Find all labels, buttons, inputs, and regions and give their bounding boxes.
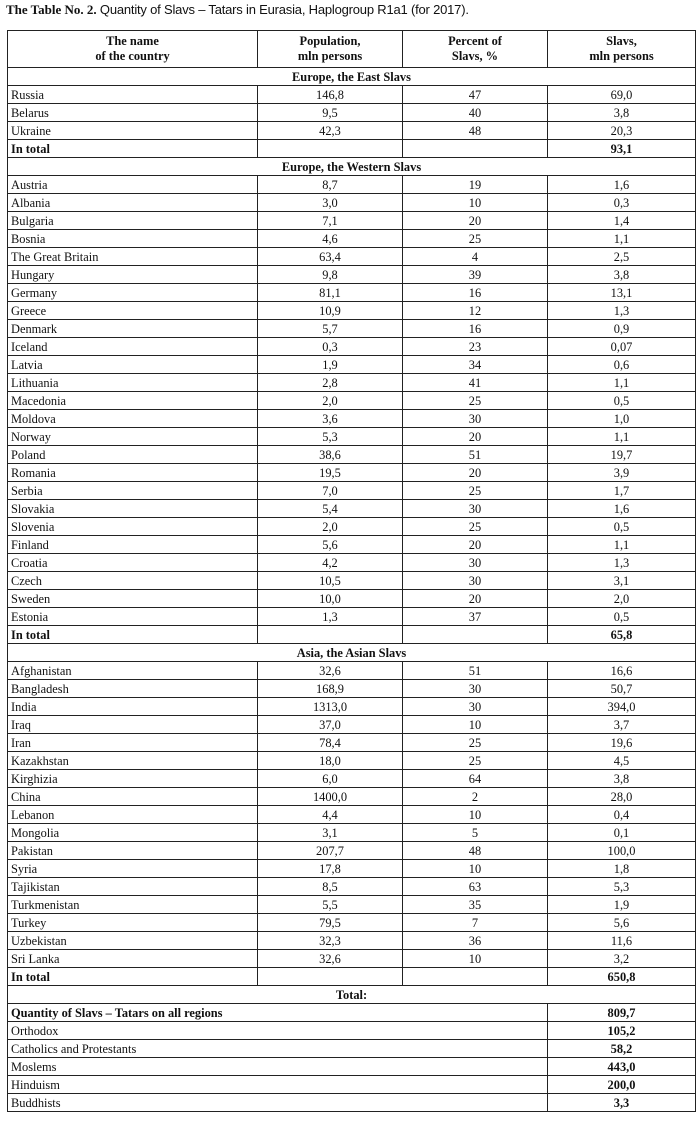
slavs-cell: 5,3 (548, 878, 696, 896)
religion-label: Moslems (8, 1058, 548, 1076)
table-row (8, 716, 696, 734)
header-country: The name of the country (8, 31, 258, 68)
slavs-cell: 69,0 (548, 86, 696, 104)
table-row (8, 554, 696, 572)
section-total-row (8, 968, 696, 986)
percent-cell: 48 (403, 842, 548, 860)
population-cell: 63,4 (258, 248, 403, 266)
population-cell: 3,6 (258, 410, 403, 428)
table-caption (6, 2, 469, 18)
header-population: Population, mln persons (258, 31, 403, 68)
country-cell: Finland (8, 536, 258, 554)
percent-cell: 30 (403, 500, 548, 518)
empty-cell (258, 626, 403, 644)
population-cell: 6,0 (258, 770, 403, 788)
percent-cell: 51 (403, 662, 548, 680)
percent-cell: 30 (403, 554, 548, 572)
religion-label: Orthodox (8, 1022, 548, 1040)
section-header-row (8, 644, 696, 662)
percent-cell: 34 (403, 356, 548, 374)
religion-value: 58,2 (548, 1040, 696, 1058)
section-total-row (8, 140, 696, 158)
percent-cell: 25 (403, 230, 548, 248)
slavs-cell: 1,8 (548, 860, 696, 878)
country-cell: Sri Lanka (8, 950, 258, 968)
table-row (8, 608, 696, 626)
slavs-cell: 1,7 (548, 482, 696, 500)
table-row (8, 176, 696, 194)
percent-cell: 16 (403, 320, 548, 338)
slavs-cell: 1,1 (548, 230, 696, 248)
caption-title: Quantity of Slavs – Tatars in Eurasia, Haplogroup R1a1 (for 2017). (99, 2, 469, 17)
country-cell: Turkmenistan (8, 896, 258, 914)
percent-cell: 64 (403, 770, 548, 788)
percent-cell: 10 (403, 860, 548, 878)
population-cell: 32,6 (258, 950, 403, 968)
slavs-cell: 2,5 (548, 248, 696, 266)
slavs-cell: 1,6 (548, 176, 696, 194)
population-cell: 2,0 (258, 518, 403, 536)
total-label: In total (8, 140, 258, 158)
table-row (8, 428, 696, 446)
population-cell: 32,3 (258, 932, 403, 950)
table-row (8, 356, 696, 374)
grand-total-header-row (8, 986, 696, 1004)
country-cell: Afghanistan (8, 662, 258, 680)
total-label: In total (8, 968, 258, 986)
population-cell: 5,3 (258, 428, 403, 446)
population-cell: 5,4 (258, 500, 403, 518)
header-slavs: Slavs, mln persons (548, 31, 696, 68)
percent-cell: 30 (403, 698, 548, 716)
slavs-cell: 1,0 (548, 410, 696, 428)
percent-cell: 51 (403, 446, 548, 464)
population-cell: 9,8 (258, 266, 403, 284)
slavs-cell: 0,5 (548, 518, 696, 536)
percent-cell: 20 (403, 590, 548, 608)
population-cell: 4,4 (258, 806, 403, 824)
percent-cell: 37 (403, 608, 548, 626)
slavs-cell: 1,6 (548, 500, 696, 518)
table-row (8, 86, 696, 104)
population-cell: 5,5 (258, 896, 403, 914)
population-cell: 37,0 (258, 716, 403, 734)
table-row (8, 392, 696, 410)
population-cell: 7,1 (258, 212, 403, 230)
country-cell: Hungary (8, 266, 258, 284)
section-header-row (8, 158, 696, 176)
population-cell: 7,0 (258, 482, 403, 500)
country-cell: Germany (8, 284, 258, 302)
population-cell: 0,3 (258, 338, 403, 356)
country-cell: Estonia (8, 608, 258, 626)
population-cell: 81,1 (258, 284, 403, 302)
table-row (8, 518, 696, 536)
religion-label: Hinduism (8, 1076, 548, 1094)
percent-cell: 4 (403, 248, 548, 266)
population-cell: 17,8 (258, 860, 403, 878)
percent-cell: 47 (403, 86, 548, 104)
country-cell: Russia (8, 86, 258, 104)
population-cell: 19,5 (258, 464, 403, 482)
population-cell: 2,8 (258, 374, 403, 392)
country-cell: Latvia (8, 356, 258, 374)
slavs-cell: 0,6 (548, 356, 696, 374)
percent-cell: 25 (403, 392, 548, 410)
table-row (8, 914, 696, 932)
slavs-cell: 3,1 (548, 572, 696, 590)
country-cell: Turkey (8, 914, 258, 932)
table-row (8, 770, 696, 788)
slavs-cell: 1,4 (548, 212, 696, 230)
country-cell: Sweden (8, 590, 258, 608)
population-cell: 3,0 (258, 194, 403, 212)
total-value: 93,1 (548, 140, 696, 158)
slavs-cell: 3,9 (548, 464, 696, 482)
grand-total-row (8, 1022, 696, 1040)
slavs-cell: 1,9 (548, 896, 696, 914)
percent-cell: 39 (403, 266, 548, 284)
slavs-cell: 3,8 (548, 104, 696, 122)
slavs-cell: 0,4 (548, 806, 696, 824)
empty-cell (258, 968, 403, 986)
grand-total-row (8, 1058, 696, 1076)
empty-cell (403, 968, 548, 986)
population-cell: 10,0 (258, 590, 403, 608)
country-cell: Iraq (8, 716, 258, 734)
country-cell: Kirghizia (8, 770, 258, 788)
population-cell: 18,0 (258, 752, 403, 770)
total-value: 650,8 (548, 968, 696, 986)
country-cell: Croatia (8, 554, 258, 572)
table-row (8, 500, 696, 518)
table-row (8, 338, 696, 356)
population-cell: 42,3 (258, 122, 403, 140)
population-cell: 9,5 (258, 104, 403, 122)
population-cell: 168,9 (258, 680, 403, 698)
percent-cell: 63 (403, 878, 548, 896)
table-body (8, 68, 696, 1112)
population-cell: 10,9 (258, 302, 403, 320)
country-cell: Syria (8, 860, 258, 878)
slavs-cell: 1,1 (548, 428, 696, 446)
percent-cell: 10 (403, 716, 548, 734)
table-row (8, 284, 696, 302)
slavs-cell: 3,8 (548, 266, 696, 284)
slavs-cell: 19,6 (548, 734, 696, 752)
slavs-cell: 16,6 (548, 662, 696, 680)
religion-value: 105,2 (548, 1022, 696, 1040)
slavs-cell: 1,3 (548, 554, 696, 572)
percent-cell: 25 (403, 734, 548, 752)
slavs-cell: 394,0 (548, 698, 696, 716)
table-row (8, 230, 696, 248)
table-row (8, 464, 696, 482)
table-row (8, 374, 696, 392)
table-row (8, 194, 696, 212)
population-cell: 8,5 (258, 878, 403, 896)
percent-cell: 30 (403, 680, 548, 698)
population-cell: 4,2 (258, 554, 403, 572)
country-cell: Tajikistan (8, 878, 258, 896)
section-title: Europe, the East Slavs (8, 68, 696, 86)
country-cell: Austria (8, 176, 258, 194)
country-cell: Czech (8, 572, 258, 590)
slavs-cell: 100,0 (548, 842, 696, 860)
religion-label: Quantity of Slavs – Tatars on all regions (8, 1004, 548, 1022)
country-cell: Poland (8, 446, 258, 464)
population-cell: 1400,0 (258, 788, 403, 806)
percent-cell: 10 (403, 194, 548, 212)
empty-cell (403, 626, 548, 644)
slavs-cell: 50,7 (548, 680, 696, 698)
percent-cell: 25 (403, 752, 548, 770)
population-cell: 38,6 (258, 446, 403, 464)
population-cell: 1313,0 (258, 698, 403, 716)
percent-cell: 5 (403, 824, 548, 842)
header-percent: Percent of Slavs, % (403, 31, 548, 68)
percent-cell: 30 (403, 572, 548, 590)
country-cell: Greece (8, 302, 258, 320)
percent-cell: 10 (403, 950, 548, 968)
slavs-cell: 3,2 (548, 950, 696, 968)
grand-total-row (8, 1094, 696, 1112)
percent-cell: 2 (403, 788, 548, 806)
percent-cell: 36 (403, 932, 548, 950)
population-cell: 32,6 (258, 662, 403, 680)
population-cell: 8,7 (258, 176, 403, 194)
table-row (8, 536, 696, 554)
country-cell: Albania (8, 194, 258, 212)
section-header-row (8, 68, 696, 86)
country-cell: Romania (8, 464, 258, 482)
percent-cell: 20 (403, 428, 548, 446)
percent-cell: 23 (403, 338, 548, 356)
country-cell: China (8, 788, 258, 806)
country-cell: Norway (8, 428, 258, 446)
slavs-cell: 0,5 (548, 392, 696, 410)
slavs-cell: 5,6 (548, 914, 696, 932)
country-cell: Ukraine (8, 122, 258, 140)
country-cell: Kazakhstan (8, 752, 258, 770)
population-cell: 207,7 (258, 842, 403, 860)
table-row (8, 824, 696, 842)
slavs-cell: 2,0 (548, 590, 696, 608)
religion-label: Catholics and Protestants (8, 1040, 548, 1058)
country-cell: Pakistan (8, 842, 258, 860)
table-row (8, 950, 696, 968)
population-cell: 3,1 (258, 824, 403, 842)
percent-cell: 12 (403, 302, 548, 320)
country-cell: Mongolia (8, 824, 258, 842)
slavs-cell: 3,7 (548, 716, 696, 734)
percent-cell: 19 (403, 176, 548, 194)
empty-cell (403, 140, 548, 158)
slavs-cell: 1,3 (548, 302, 696, 320)
table-row (8, 410, 696, 428)
country-cell: The Great Britain (8, 248, 258, 266)
country-cell: Uzbekistan (8, 932, 258, 950)
table-row (8, 482, 696, 500)
country-cell: Bangladesh (8, 680, 258, 698)
grand-total-row (8, 1076, 696, 1094)
slavs-cell: 4,5 (548, 752, 696, 770)
table-row (8, 320, 696, 338)
percent-cell: 20 (403, 464, 548, 482)
table-row (8, 842, 696, 860)
slavs-table (7, 30, 696, 1112)
percent-cell: 35 (403, 896, 548, 914)
percent-cell: 16 (403, 284, 548, 302)
slavs-cell: 0,1 (548, 824, 696, 842)
slavs-cell: 3,8 (548, 770, 696, 788)
caption-label: The Table No. 2. (6, 2, 97, 17)
table-row (8, 698, 696, 716)
grand-total-row (8, 1004, 696, 1022)
table-row (8, 302, 696, 320)
country-cell: Slovenia (8, 518, 258, 536)
table-row (8, 806, 696, 824)
table-row (8, 212, 696, 230)
table-header-row (8, 31, 696, 68)
country-cell: Iran (8, 734, 258, 752)
section-title: Asia, the Asian Slavs (8, 644, 696, 662)
slavs-cell: 1,1 (548, 536, 696, 554)
slavs-cell: 28,0 (548, 788, 696, 806)
percent-cell: 20 (403, 536, 548, 554)
table-row (8, 734, 696, 752)
country-cell: Lebanon (8, 806, 258, 824)
grand-total-title: Total: (8, 986, 696, 1004)
table-row (8, 248, 696, 266)
population-cell: 4,6 (258, 230, 403, 248)
religion-label: Buddhists (8, 1094, 548, 1112)
table-row (8, 446, 696, 464)
country-cell: Bosnia (8, 230, 258, 248)
table-row (8, 662, 696, 680)
religion-value: 443,0 (548, 1058, 696, 1076)
percent-cell: 10 (403, 806, 548, 824)
percent-cell: 40 (403, 104, 548, 122)
slavs-cell: 0,9 (548, 320, 696, 338)
population-cell: 78,4 (258, 734, 403, 752)
country-cell: Bulgaria (8, 212, 258, 230)
slavs-cell: 13,1 (548, 284, 696, 302)
population-cell: 5,6 (258, 536, 403, 554)
percent-cell: 25 (403, 518, 548, 536)
country-cell: Moldova (8, 410, 258, 428)
population-cell: 10,5 (258, 572, 403, 590)
country-cell: Iceland (8, 338, 258, 356)
country-cell: Macedonia (8, 392, 258, 410)
country-cell: Slovakia (8, 500, 258, 518)
table-row (8, 572, 696, 590)
table-row (8, 590, 696, 608)
country-cell: India (8, 698, 258, 716)
religion-value: 809,7 (548, 1004, 696, 1022)
population-cell: 5,7 (258, 320, 403, 338)
section-title: Europe, the Western Slavs (8, 158, 696, 176)
population-cell: 2,0 (258, 392, 403, 410)
percent-cell: 7 (403, 914, 548, 932)
religion-value: 3,3 (548, 1094, 696, 1112)
slavs-cell: 0,5 (548, 608, 696, 626)
country-cell: Serbia (8, 482, 258, 500)
table-row (8, 788, 696, 806)
grand-total-row (8, 1040, 696, 1058)
table-row (8, 878, 696, 896)
population-cell: 1,3 (258, 608, 403, 626)
percent-cell: 30 (403, 410, 548, 428)
slavs-cell: 1,1 (548, 374, 696, 392)
population-cell: 146,8 (258, 86, 403, 104)
section-total-row (8, 626, 696, 644)
table-row (8, 680, 696, 698)
table-row (8, 860, 696, 878)
slavs-cell: 19,7 (548, 446, 696, 464)
empty-cell (258, 140, 403, 158)
percent-cell: 25 (403, 482, 548, 500)
table-row (8, 896, 696, 914)
table-row (8, 104, 696, 122)
slavs-cell: 0,07 (548, 338, 696, 356)
slavs-cell: 11,6 (548, 932, 696, 950)
table-row (8, 752, 696, 770)
slavs-cell: 20,3 (548, 122, 696, 140)
country-cell: Belarus (8, 104, 258, 122)
total-label: In total (8, 626, 258, 644)
table-row (8, 122, 696, 140)
percent-cell: 20 (403, 212, 548, 230)
slavs-cell: 0,3 (548, 194, 696, 212)
total-value: 65,8 (548, 626, 696, 644)
population-cell: 1,9 (258, 356, 403, 374)
religion-value: 200,0 (548, 1076, 696, 1094)
country-cell: Denmark (8, 320, 258, 338)
population-cell: 79,5 (258, 914, 403, 932)
table-row (8, 266, 696, 284)
percent-cell: 48 (403, 122, 548, 140)
table-row (8, 932, 696, 950)
percent-cell: 41 (403, 374, 548, 392)
country-cell: Lithuania (8, 374, 258, 392)
